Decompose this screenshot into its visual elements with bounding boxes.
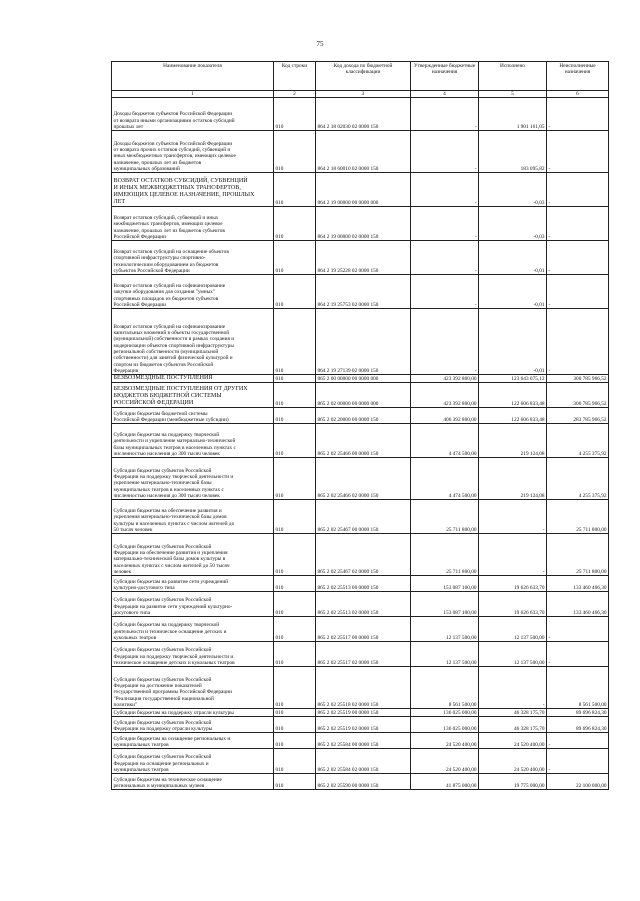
table-row xyxy=(112,774,609,790)
row-classification-code: 865 2 02 25517 02 0000 150 xyxy=(316,642,411,667)
row-name: Субсидии бюджетам на поддержку творческой деятельности и укрепление материально-технической базы муниципальных театров в населенных пунктах с численностью населения до 300 тысяч человек xyxy=(112,424,274,458)
row-name: Субсидии бюджетам субъектов Российской Федерации на поддержку отрасли культуры xyxy=(112,717,274,733)
table-row xyxy=(112,500,609,534)
column-number: 2 xyxy=(274,91,316,98)
row-approved: - xyxy=(411,275,479,309)
column-number: 3 xyxy=(316,91,411,98)
header-name: Наименование показателя xyxy=(112,62,274,91)
table-row xyxy=(112,383,609,408)
row-approved: - xyxy=(411,131,479,173)
table-row xyxy=(112,98,609,131)
row-executed: 46 328 175,70 xyxy=(479,709,547,717)
row-code: 010 xyxy=(274,408,316,424)
row-unexecuted: 89 696 824,30 xyxy=(547,717,609,733)
table-row xyxy=(112,733,609,749)
row-classification-code: 865 2 02 25467 02 0000 150 xyxy=(316,534,411,576)
row-classification-code: 865 2 02 25466 02 0000 150 xyxy=(316,458,411,500)
row-unexecuted: - xyxy=(547,309,609,375)
row-approved: 423 392 800,00 xyxy=(411,383,479,408)
row-classification-code: 865 2 02 25590 00 0000 150 xyxy=(316,774,411,790)
row-executed: - xyxy=(479,500,547,534)
row-executed: 1 901 161,05 xyxy=(479,98,547,131)
row-classification-code: 864 2 19 25228 02 0000 150 xyxy=(316,241,411,275)
row-classification-code: 864 2 18 02030 02 0000 150 xyxy=(316,98,411,131)
row-approved: 25 711 800,00 xyxy=(411,534,479,576)
row-approved: 4 474 500,00 xyxy=(411,424,479,458)
row-code: 010 xyxy=(274,241,316,275)
row-approved: 153 087 100,00 xyxy=(411,576,479,592)
row-executed: 122 606 833,48 xyxy=(479,383,547,408)
row-code: 010 xyxy=(274,592,316,617)
row-executed: 122 606 833,48 xyxy=(479,408,547,424)
row-code: 010 xyxy=(274,576,316,592)
table-row xyxy=(112,408,609,424)
table-row xyxy=(112,309,609,375)
row-executed: - xyxy=(479,667,547,709)
column-number: 4 xyxy=(411,91,479,98)
row-unexecuted: 22 100 000,00 xyxy=(547,774,609,790)
row-name: Субсидии бюджетам субъектов Российской Федерации на поддержку творческой деятельности и техническое оснащение детских и кукольных театров xyxy=(112,642,274,667)
table-row xyxy=(112,667,609,709)
table-row xyxy=(112,592,609,617)
row-approved: 4 474 500,00 xyxy=(411,458,479,500)
row-executed: 12 137 500,00 xyxy=(479,642,547,667)
table-row xyxy=(112,717,609,733)
row-classification-code: 865 2 02 25518 02 0000 150 xyxy=(316,667,411,709)
row-name: Субсидии бюджетам на техническое оснащение региональных и муниципальных музеев xyxy=(112,774,274,790)
header-code: Код строки xyxy=(274,62,316,91)
row-executed: 219 124,08 xyxy=(479,458,547,500)
row-unexecuted: 4 255 375,92 xyxy=(547,458,609,500)
row-classification-code: 865 2 00 00000 00 0000 000 xyxy=(316,375,411,383)
row-classification-code: 865 2 02 25513 02 0000 150 xyxy=(316,592,411,617)
column-number-row xyxy=(112,91,609,98)
row-name: Субсидии бюджетам на оснащение региональных и муниципальных театров xyxy=(112,733,274,749)
row-name: Возврат остатков субсидий на софинансирование капитальных вложений в объекты государственной (муниципальной) собственности в рамках создания и модернизации объектов спортивной инфраструктуры региональной собственности (муниципальной собственности) для занятий физической культурой и спортом из бюджетов субъектов Российской Федерации xyxy=(112,309,274,375)
row-code: 010 xyxy=(274,98,316,131)
row-name: Субсидии бюджетам на обеспечение развития и укрепления материально-технической базы домов культуры в населенных пунктах с числом жителей до 50 тысяч человек xyxy=(112,500,274,534)
table-row xyxy=(112,749,609,774)
row-approved: - xyxy=(411,207,479,241)
row-name: Субсидии бюджетам субъектов Российской Федерации на оснащение региональных и муниципальных театров xyxy=(112,749,274,774)
row-approved: 406 392 800,00 xyxy=(411,408,479,424)
column-number: 5 xyxy=(479,91,547,98)
row-approved: 24 520 400,00 xyxy=(411,733,479,749)
row-classification-code: 865 2 02 25519 00 0000 150 xyxy=(316,709,411,717)
row-unexecuted: - xyxy=(547,98,609,131)
row-unexecuted: 300 785 966,52 xyxy=(547,383,609,408)
row-approved: 136 025 000,00 xyxy=(411,717,479,733)
table-row xyxy=(112,534,609,576)
header-unexecuted: Неисполненные назначения xyxy=(547,62,609,91)
row-name: Субсидии бюджетам субъектов Российской Федерации на обеспечение развития и укрепления материально-технической базы домов культуры в населенных пунктах с числом жителей до 50 тысяч человек xyxy=(112,534,274,576)
row-name: Субсидии бюджетам на поддержку отрасли культуры xyxy=(112,709,274,717)
row-classification-code: 865 2 02 25519 02 0000 150 xyxy=(316,717,411,733)
row-name: Субсидии бюджетам субъектов Российской Федерации на поддержку творческой деятельности и укрепление материально-технической базы муниципальных театров в населенных пунктах с численностью населения до 300 тысяч человек xyxy=(112,458,274,500)
row-executed: 19 626 633,70 xyxy=(479,592,547,617)
row-code: 010 xyxy=(274,642,316,667)
table-row xyxy=(112,709,609,717)
row-executed: -0,01 xyxy=(479,241,547,275)
row-unexecuted: - xyxy=(547,131,609,173)
row-classification-code: 864 2 19 25753 02 0000 150 xyxy=(316,275,411,309)
row-classification-code: 865 2 02 00000 00 0000 000 xyxy=(316,383,411,408)
row-code: 010 xyxy=(274,733,316,749)
row-unexecuted: - xyxy=(547,733,609,749)
row-executed: 46 328 175,70 xyxy=(479,717,547,733)
row-approved: 12 137 500,00 xyxy=(411,642,479,667)
row-name: Субсидии бюджетам бюджетной системы Российской Федерации (межбюджетные субсидии) xyxy=(112,408,274,424)
row-code: 010 xyxy=(274,717,316,733)
row-name: Возврат остатков субсидий, субвенций и иных межбюджетных трансфертов, имеющих целевое назначение, прошлых лет из бюджетов субъектов Российской Федерации xyxy=(112,207,274,241)
row-approved: - xyxy=(411,309,479,375)
row-approved: 12 137 500,00 xyxy=(411,617,479,642)
row-executed: 19 626 633,70 xyxy=(479,576,547,592)
row-approved: 24 520 400,00 xyxy=(411,749,479,774)
row-approved: 423 392 800,00 xyxy=(411,375,479,383)
row-name: Возврат остатков субсидий на софинансирование закупки оборудования для создания "умных" спортивных площадок из бюджетов субъектов Российской Федерации xyxy=(112,275,274,309)
column-number: 1 xyxy=(112,91,274,98)
table-row xyxy=(112,576,609,592)
row-name: Субсидии бюджетам на поддержку творческой деятельности и техническое оснащение детских и кукольных театров xyxy=(112,617,274,642)
table-row xyxy=(112,207,609,241)
row-code: 010 xyxy=(274,309,316,375)
row-executed: 219 124,08 xyxy=(479,424,547,458)
row-name: Доходы бюджетов субъектов Российской Федерации от возврата прочих остатков субсидий, субвенций и иных межбюджетных трансфертов, имеющих целевое назначение, прошлых лет из бюджетов муниципальных образований xyxy=(112,131,274,173)
row-classification-code: 865 2 02 25513 00 0000 150 xyxy=(316,576,411,592)
row-executed: 24 520 400,00 xyxy=(479,749,547,774)
row-classification-code: 865 2 02 25584 02 0000 150 xyxy=(316,749,411,774)
row-executed: -0,01 xyxy=(479,275,547,309)
row-classification-code: 864 2 18 60010 02 0000 150 xyxy=(316,131,411,173)
row-executed: 24 520 400,00 xyxy=(479,733,547,749)
row-executed: 12 137 500,00 xyxy=(479,617,547,642)
row-name: Доходы бюджетов субъектов Российской Федерации от возврата иными организациями остатков субсидий прошлых лет xyxy=(112,98,274,131)
row-classification-code: 865 2 02 20000 00 0000 150 xyxy=(316,408,411,424)
row-code: 010 xyxy=(274,774,316,790)
row-name: БЕЗВОЗМЕЗДНЫЕ ПОСТУПЛЕНИЯ xyxy=(112,375,274,383)
table-row xyxy=(112,275,609,309)
row-unexecuted: 25 711 800,00 xyxy=(547,534,609,576)
row-code: 010 xyxy=(274,207,316,241)
row-executed: - xyxy=(479,534,547,576)
row-code: 010 xyxy=(274,375,316,383)
row-executed: 123 643 075,12 xyxy=(479,375,547,383)
table-row xyxy=(112,375,609,383)
header-approved: Утвержденные бюджетные назначения xyxy=(411,62,479,91)
row-code: 010 xyxy=(274,131,316,173)
table-header-row xyxy=(112,62,609,91)
table-row xyxy=(112,642,609,667)
row-name: Субсидии бюджетам субъектов Российской Федерации на развитие сети учреждений культурно- досугового типа xyxy=(112,592,274,617)
row-unexecuted: 25 711 800,00 xyxy=(547,500,609,534)
row-classification-code: 864 2 19 00000 02 0000 150 xyxy=(316,207,411,241)
header-classification: Код дохода по бюджетной классификации xyxy=(316,62,411,91)
row-code: 010 xyxy=(274,173,316,207)
table-row xyxy=(112,424,609,458)
row-unexecuted: - xyxy=(547,241,609,275)
row-unexecuted: 133 460 466,30 xyxy=(547,576,609,592)
row-code: 010 xyxy=(274,383,316,408)
row-executed: -0,01 xyxy=(479,309,547,375)
row-name: Субсидии бюджетам субъектов Российской Федерации на достижение показателей государственной программы Российской Федерации "Реализация государственной национальной политики" xyxy=(112,667,274,709)
row-unexecuted: 283 785 966,52 xyxy=(547,408,609,424)
row-unexecuted: - xyxy=(547,207,609,241)
table-row xyxy=(112,458,609,500)
row-unexecuted: 133 460 466,30 xyxy=(547,592,609,617)
row-code: 010 xyxy=(274,534,316,576)
row-code: 010 xyxy=(274,275,316,309)
page-number: 75 xyxy=(316,40,324,48)
row-approved: 153 087 100,00 xyxy=(411,592,479,617)
row-unexecuted: - xyxy=(547,617,609,642)
row-executed: -0,03 xyxy=(479,173,547,207)
row-approved: 8 561 500,00 xyxy=(411,667,479,709)
row-unexecuted: 300 785 966,52 xyxy=(547,375,609,383)
table-row xyxy=(112,173,609,207)
row-name: БЕЗВОЗМЕЗДНЫЕ ПОСТУПЛЕНИЯ ОТ ДРУГИХ БЮДЖЕТОВ БЮДЖЕТНОЙ СИСТЕМЫ РОССИЙСКОЙ ФЕДЕРАЦИИ xyxy=(112,383,274,408)
row-unexecuted: - xyxy=(547,173,609,207)
header-executed: Исполнено xyxy=(479,62,547,91)
row-approved: 41 875 000,00 xyxy=(411,774,479,790)
row-unexecuted: 4 255 375,92 xyxy=(547,424,609,458)
row-code: 010 xyxy=(274,667,316,709)
row-unexecuted: 89 696 824,30 xyxy=(547,709,609,717)
row-approved: 25 711 800,00 xyxy=(411,500,479,534)
row-unexecuted: - xyxy=(547,642,609,667)
row-approved: 136 025 000,00 xyxy=(411,709,479,717)
table-row xyxy=(112,617,609,642)
row-unexecuted: - xyxy=(547,749,609,774)
row-code: 010 xyxy=(274,458,316,500)
row-code: 010 xyxy=(274,709,316,717)
row-classification-code: 864 2 19 27139 02 0000 150 xyxy=(316,309,411,375)
row-classification-code: 865 2 02 25466 00 0000 150 xyxy=(316,424,411,458)
row-approved: - xyxy=(411,173,479,207)
column-number: 6 xyxy=(547,91,609,98)
table-row xyxy=(112,241,609,275)
table-body xyxy=(112,98,609,790)
row-unexecuted: 8 561 500,00 xyxy=(547,667,609,709)
row-classification-code: 865 2 02 25517 00 0000 150 xyxy=(316,617,411,642)
row-classification-code: 864 2 19 00000 00 0000 000 xyxy=(316,173,411,207)
row-classification-code: 865 2 02 25467 00 0000 150 xyxy=(316,500,411,534)
row-name: ВОЗВРАТ ОСТАТКОВ СУБСИДИЙ, СУБВЕНЦИЙ И ИНЫХ МЕЖБЮДЖЕТНЫХ ТРАНСФЕРТОВ, ИМЕЮЩИХ ЦЕЛЕВОЕ НАЗНАЧЕНИЕ, ПРОШЛЫХ ЛЕТ xyxy=(112,173,274,207)
row-code: 010 xyxy=(274,749,316,774)
row-name: Возврат остатков субсидий на оснащение объектов спортивной инфраструктуры спортивно- технологическим оборудованием из бюджетов субъектов Российской Федерации xyxy=(112,241,274,275)
income-report-table xyxy=(111,61,609,790)
row-code: 010 xyxy=(274,500,316,534)
row-unexecuted: - xyxy=(547,275,609,309)
row-executed: 183 095,82 xyxy=(479,131,547,173)
row-code: 010 xyxy=(274,424,316,458)
row-executed: -0,03 xyxy=(479,207,547,241)
row-name: Субсидии бюджетам на развитие сети учреждений культурно-досугового типа xyxy=(112,576,274,592)
row-approved: - xyxy=(411,241,479,275)
row-code: 010 xyxy=(274,617,316,642)
row-executed: 19 775 000,00 xyxy=(479,774,547,790)
table-row xyxy=(112,131,609,173)
row-approved: - xyxy=(411,98,479,131)
row-classification-code: 865 2 02 25584 00 0000 150 xyxy=(316,733,411,749)
